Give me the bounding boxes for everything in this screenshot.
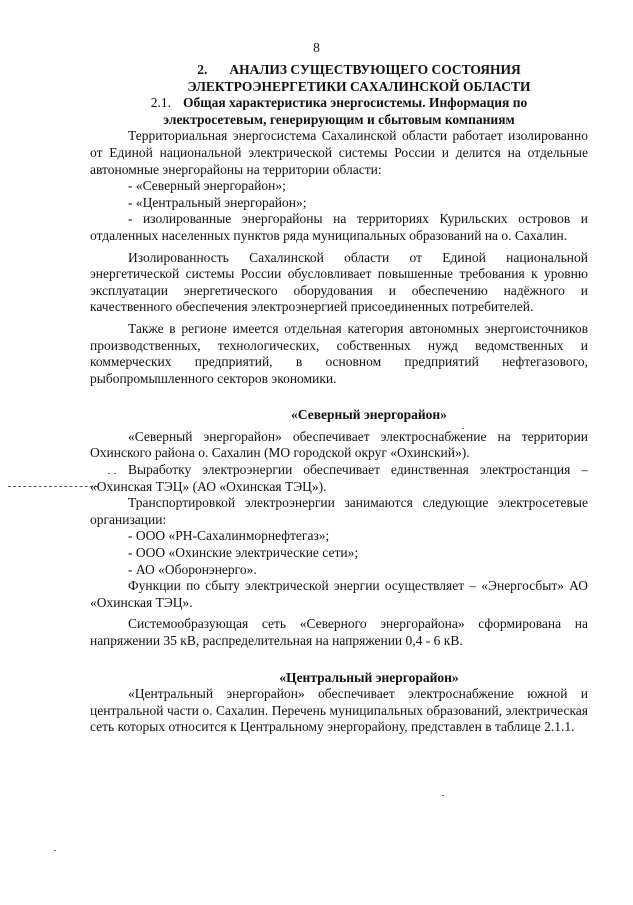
central-paragraph-1: «Центральный энергорайон» обеспечивает электроснабжение южной и центральной части о. Сахалин. Перечень муниципальных образований, электрическая сеть которых относится к Центральному энергорайону, представлен в таблице 2.1.1.: [90, 686, 588, 735]
intro-paragraph-2: Изолированность Сахалинской области от Единой национальной энергетической системы России обусловливает повышенные требования к уровню эксплуатации энергетического оборудования и обеспечению надёжного и качественного обеспечения электроэнергией присоединенных потребителей.: [90, 249, 588, 315]
list-item: - изолированные энергорайоны на территориях Курильских островов и отдаленных населенных пунктов ряда муниципальных образований на о. Сахалин.: [90, 211, 588, 243]
list-item: - «Центральный энергорайон»;: [128, 194, 307, 210]
north-paragraph-5: Системообразующая сеть «Северного энергорайона» сформирована на напряжении 35 кВ, распределительная на напряжении 0,4 - 6 кВ.: [90, 616, 588, 648]
list-item: - ООО «РН-Сахалинморнефтегаз»;: [128, 528, 330, 544]
section-title-line1: Общая характеристика энергосистемы. Информация по: [182, 95, 528, 111]
north-paragraph-3: Транспортировкой электроэнергии занимаются следующие электросетевые организации:: [90, 495, 588, 527]
list-item: - ООО «Охинские электрические сети»;: [128, 545, 359, 561]
scan-speck: [442, 795, 444, 796]
chapter-number: 2.: [197, 62, 208, 77]
intro-paragraph-3: Также в регионе имеется отдельная категория автономных энергоисточников производственных, технологических, собственных нужд ведомственных и коммерческих предприятий, в основном предприятий нефтегазового, рыбопромышленного секторов экономики.: [90, 320, 588, 386]
section-number: 2.1.: [150, 95, 171, 111]
scan-artifact-dash: [8, 486, 98, 487]
list-item: - «Северный энергорайон»;: [128, 178, 286, 194]
intro-paragraph-1: Территориальная энергосистема Сахалинской области работает изолированно от Единой национальной электрической системы России и делится на отдельные автономные энергорайоны на территории области:: [90, 128, 588, 177]
document-body: [90, 62, 588, 736]
central-district-heading: «Центральный энергорайон»: [279, 669, 459, 685]
chapter-title-line1: АНАЛИЗ СУЩЕСТВУЮЩЕГО СОСТОЯНИЯ: [229, 62, 521, 77]
north-paragraph-4: Функции по сбыту электрической энергии осуществляет – «Энергосбыт» АО «Охинская ТЭЦ».: [90, 578, 588, 610]
page-number: 8: [313, 40, 320, 55]
north-paragraph-1: «Северный энергорайон» обеспечивает электроснабжение на территории Охинского района о. Сахалин (МО городской округ «Охинский»).: [90, 428, 588, 461]
chapter-title-line2: ЭЛЕКТРОЭНЕРГЕТИКИ САХАЛИНСКОЙ ОБЛАСТИ: [187, 78, 531, 94]
chapter-heading: [90, 62, 588, 95]
north-district-heading: «Северный энергорайон»: [291, 407, 447, 423]
north-paragraph-2: Выработку электроэнергии обеспечивает единственная электростанция – «Охинская ТЭЦ» (АО «Охинская ТЭЦ»).: [90, 462, 588, 494]
scan-speck: [54, 850, 56, 851]
section-heading: [90, 95, 588, 128]
section-title-line2: электросетевым, генерирующим и сбытовым компаниям: [163, 111, 515, 127]
list-item: - АО «Оборонэнерго».: [128, 561, 257, 577]
